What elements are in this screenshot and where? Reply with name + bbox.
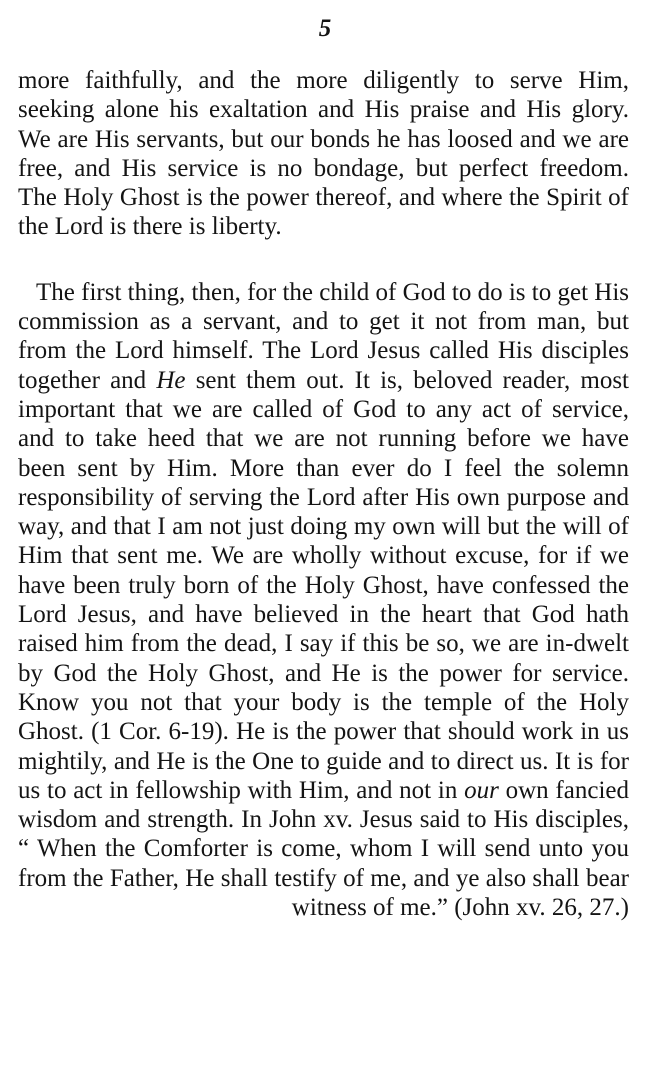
italic-word-he: He [156,366,186,394]
page-number: 5 [318,15,332,42]
italic-word-our: our [464,776,499,804]
paragraph-2-text-end: own fancied wisdom and strength. In John xv. Jesus said to His disciples, “ When the Comforter is come, whom I will send unto you from the Father, He shall testify of me, and ye also shall bear witness of me.” (John xv. 26, 27.) [18,776,629,922]
paragraph-2-text-middle: sent them out. It is, beloved reader, most important that we are called of God to any act of service, and to take heed that we are not running before we have been sent by Him. More than ever do I feel the solemn responsibility of serving the Lord after His own purpose and way, and that I am not just doing my own will but the will of Him that sent me. We are wholly without excuse, for if we have been truly born of the Holy Ghost, have confessed the Lord Jesus, and have believed in the heart that God hath raised him from the dead, I say if this be so, we are in-dwelt by God the Holy Ghost, and He is the power for service. Know you not that your body is the temple of the Holy Ghost. (1 Cor. 6-19). He is the power that should work in us mightily, and He is the One to guide and to direct us. It is for us to act in fellowship with Him, and not in [18,366,629,804]
paragraph-1 [18,66,629,242]
paragraph-1-text: more faithfully, and the more diligently to serve Him, seeking alone his exaltation and His praise and His glory. We are His servants, but our bonds he has loosed and we are free, and His service is no bondage, but perfect freedom. The Holy Ghost is the power thereof, and where the Spirit of the Lord is there is liberty. [18,67,629,241]
body-text [18,66,629,922]
paragraph-2-text-start: The first thing, then, for the child of God to do is to get His commission as a servant, and to get it not from man, but from the Lord himself. The Lord Jesus called His disciples together and [18,278,629,394]
paragraph-2 [18,278,629,923]
